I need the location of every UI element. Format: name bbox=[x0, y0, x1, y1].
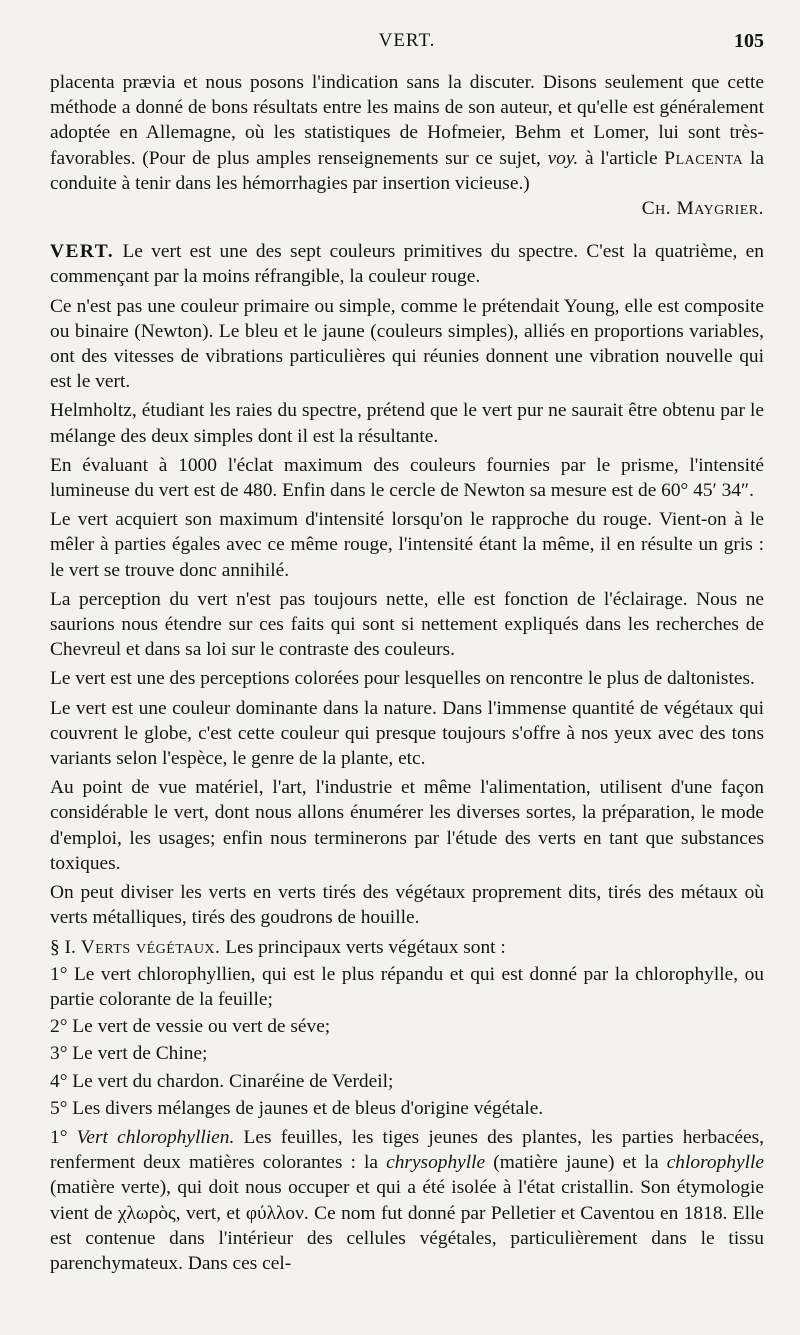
article-headword: VERT. bbox=[50, 241, 115, 263]
subsection-title: Vert chlorophyllien. bbox=[76, 1126, 235, 1148]
subsection-paragraph: 1° Vert chlorophyllien. Les feuilles, les tiges jeunes des plantes, les parties herbacées, renferment deux matières colorantes : la chrysophylle (matière jaune) et la chlorophylle (matière verte), qui doit nous occuper et qui a été isolée à l'état cristallin. Son étymologie vient de χλωρὸς, vert, et φύλλον. Ce nom fut donné par Pelletier et Caventou en 1818. Elle est contenue dans l'intérieur des cellules végétales, particulièrement dans le tissu parenchymateux. Dans ces cel- bbox=[50, 1126, 764, 1274]
list-item: 3° Le vert de Chine; bbox=[50, 1043, 208, 1065]
running-title: VERT. bbox=[378, 30, 436, 51]
signoff-line bbox=[50, 196, 764, 221]
list-item: 5° Les divers mélanges de jaunes et de bleus d'origine végétale. bbox=[50, 1097, 544, 1119]
previous-article-ending: placenta prævia et nous posons l'indication sans la discuter. Disons seulement que cette méthode a donné de bons résultats entre les mains de son auteur, et qu'elle est généralement adoptée en Allemagne, où les statistiques de Hofmeier, Behm et Lomer, lui sont très-favorables. (Pour de plus amples renseignements sur ce sujet, voy. à l'article Placenta la conduite à tenir dans les hémorrhagies par insertion vicieuse.) bbox=[50, 72, 764, 194]
author-signature: Ch. Maygrier. bbox=[641, 198, 764, 220]
page-number: 105 bbox=[734, 30, 764, 52]
article-paragraph: Helmholtz, étudiant les raies du spectre, prétend que le vert pur ne saurait être obtenu par le mélange des deux simples dont il est la résultante. bbox=[50, 400, 764, 447]
article-paragraph: Le vert est une des perceptions colorées pour lesquelles on rencontre le plus de daltonistes. bbox=[50, 668, 755, 690]
article-paragraph: VERT. Le vert est une des sept couleurs primitives du spectre. C'est la quatrième, en commençant par la moins réfrangible, la couleur rouge. bbox=[50, 241, 764, 288]
article-paragraph: Le vert est une couleur dominante dans la nature. Dans l'immense quantité de végétaux qui couvrent le globe, c'est cette couleur qui presque toujours s'offre à nos yeux avec des tons variants selon l'espèce, le genre de la plante, etc. bbox=[50, 697, 764, 770]
section-heading: § I. Verts végétaux. Les principaux verts végétaux sont : bbox=[50, 936, 506, 958]
page-body bbox=[50, 70, 764, 1276]
list-item: 2° Le vert de vessie ou vert de séve; bbox=[50, 1016, 331, 1038]
list-item: 1° Le vert chlorophyllien, qui est le plus répandu et qui est donné par la chlorophylle, ou partie colorante de la feuille; bbox=[50, 963, 764, 1010]
article-paragraph: On peut diviser les verts en verts tirés des végétaux proprement dits, tirés des métaux où verts métalliques, tirés des goudrons de houille. bbox=[50, 882, 764, 929]
article-paragraph: Au point de vue matériel, l'art, l'industrie et même l'alimentation, utilisent d'une façon considérable le vert, dont nous allons énumérer les diverses sortes, la préparation, le mode d'emploi, les usages; enfin nous terminerons par l'étude des verts en tant que substances toxiques. bbox=[50, 777, 764, 874]
section-title: Verts végétaux. bbox=[80, 936, 221, 958]
article-paragraph: Ce n'est pas une couleur primaire ou simple, comme le prétendait Young, elle est composite ou binaire (Newton). Le bleu et le jaune (couleurs simples), alliés en proportions variables, ont des vitesses de vibrations particulières qui réunies donnent une vibration nouvelle qui est le vert. bbox=[50, 295, 764, 393]
page-header bbox=[50, 30, 764, 70]
article-paragraph: Le vert acquiert son maximum d'intensité lorsqu'on le rapproche du rouge. Vient-on à le mêler à parties égales avec ce même rouge, l'intensité étant la même, il en résulte un gris : le vert se trouve donc annihilé. bbox=[50, 509, 764, 581]
article-paragraph: En évaluant à 1000 l'éclat maximum des couleurs fournies par le prisme, l'intensité lumineuse du vert est de 480. Enfin dans le cercle de Newton sa mesure est de 60° 45′ 34″. bbox=[50, 454, 764, 502]
list-item: 4° Le vert du chardon. Cinaréine de Verdeil; bbox=[50, 1070, 394, 1092]
article-paragraph: La perception du vert n'est pas toujours nette, elle est fonction de l'éclairage. Nous ne saurions nous étendre sur ces faits qui sont si nettement expliqués dans les recherches de Chevreul et dans sa loi sur le contraste des couleurs. bbox=[50, 588, 764, 661]
